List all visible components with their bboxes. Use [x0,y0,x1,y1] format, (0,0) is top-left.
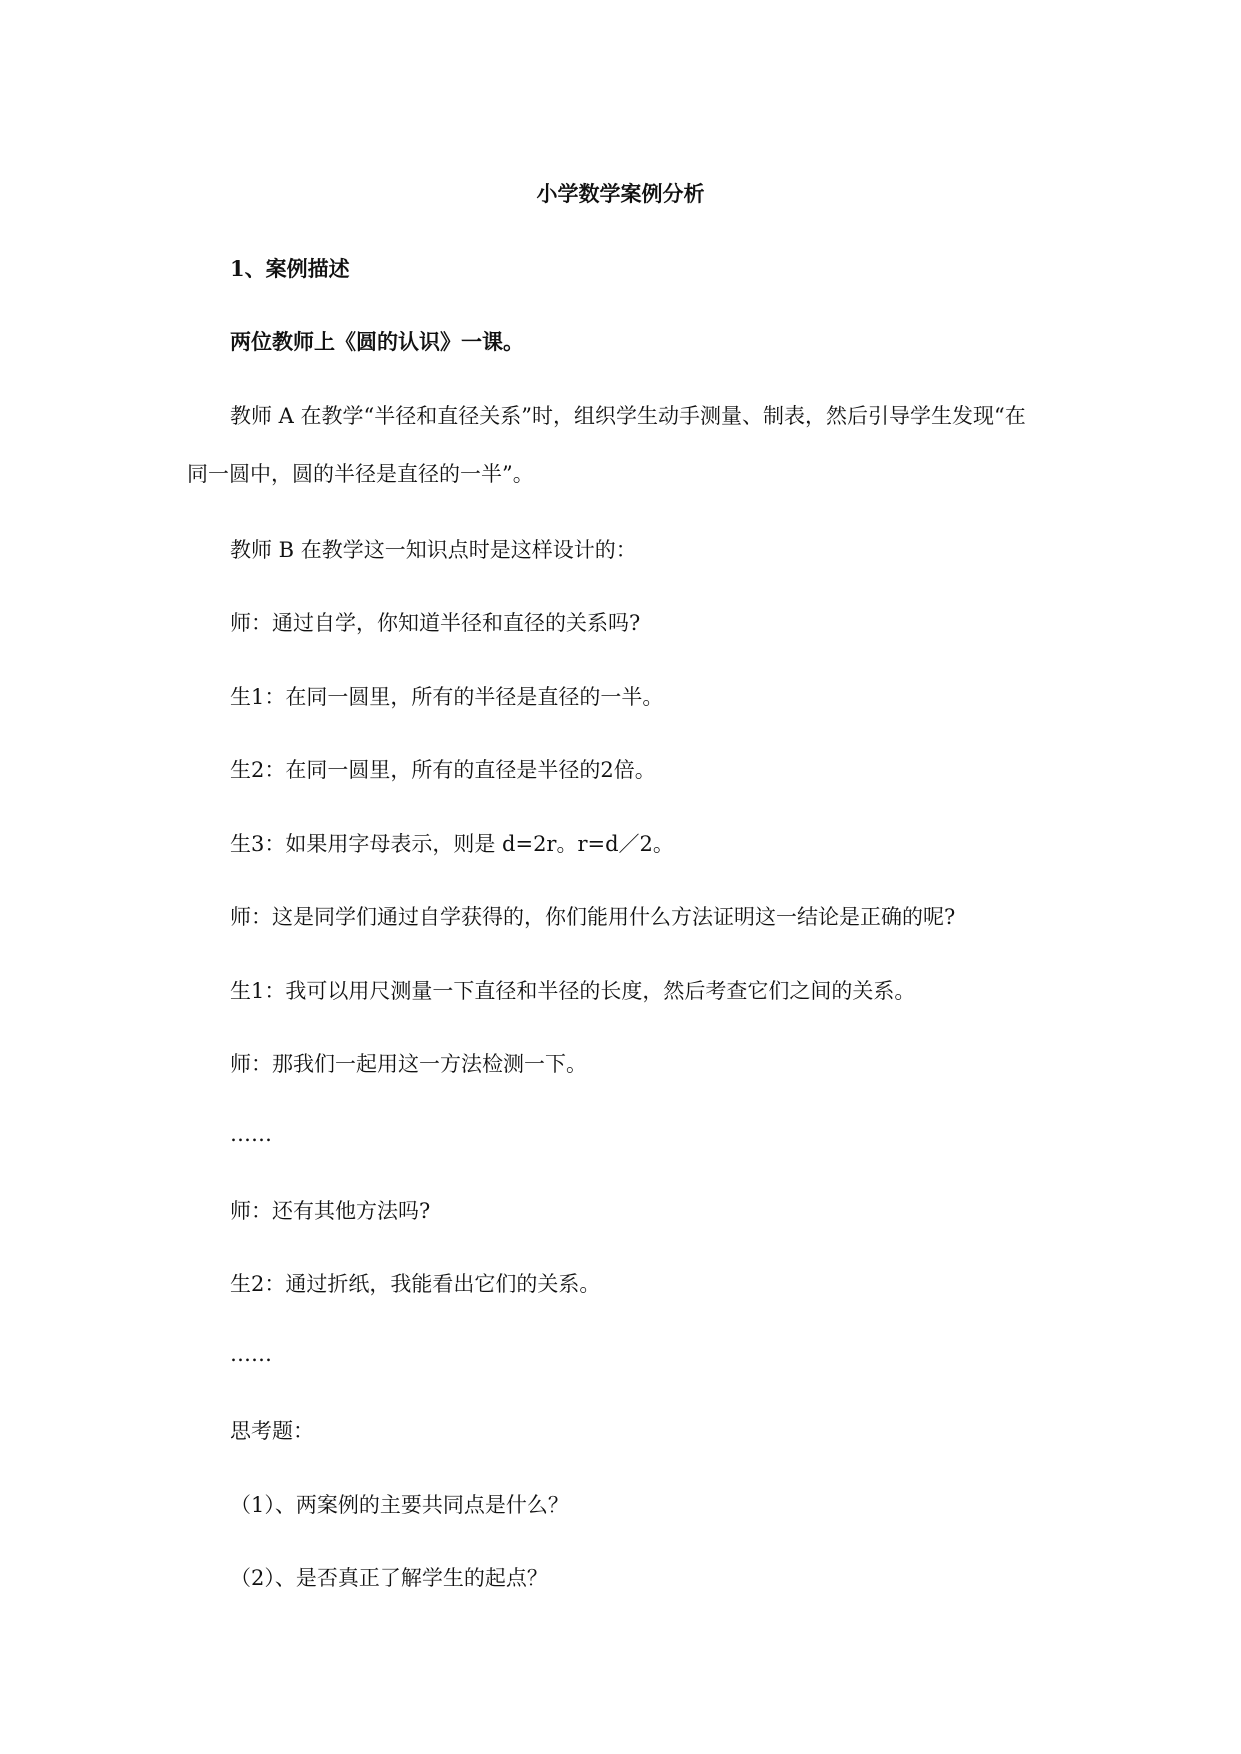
questions-heading: 思考题： [230,1419,314,1443]
dialogue-line: 生1：在同一圆里，所有的半径是直径的一半。 [230,685,664,709]
question-item: （2）、是否真正了解学生的起点？ [230,1566,548,1590]
dialogue-line: 生2：通过折纸，我能看出它们的关系。 [230,1272,601,1296]
teacher-a-paragraph-line-1: 教师 A 在教学“半径和直径关系”时，组织学生动手测量、制表，然后引导学生发现“在 [230,404,1026,428]
dialogue-line: 生1：我可以用尺测量一下直径和半径的长度，然后考查它们之间的关系。 [230,979,916,1003]
dialogue-line: 师：这是同学们通过自学获得的，你们能用什么方法证明这一结论是正确的呢? [230,905,956,929]
dialogue-line: 生2：在同一圆里，所有的直径是半径的2倍。 [230,758,656,782]
dialogue-line: 生3：如果用字母表示，则是 d=2r。r=d／2。 [230,832,674,856]
section-heading: 1、案例描述 [230,256,350,281]
dialogue-line: 师：通过自学，你知道半径和直径的关系吗? [230,611,641,635]
ellipsis: …… [230,1122,272,1146]
ellipsis: …… [230,1342,272,1366]
dialogue-line: 师：那我们一起用这一方法检测一下。 [230,1052,587,1076]
teacher-a-paragraph-line-2: 同一圆中，圆的半径是直径的一半”。 [187,462,534,486]
dialogue-line: 师：还有其他方法吗? [230,1199,431,1223]
page-title: 小学数学案例分析 [536,181,705,206]
lesson-intro: 两位教师上《圆的认识》一课。 [230,329,524,354]
question-item: （1）、两案例的主要共同点是什么？ [230,1493,569,1517]
teacher-b-intro: 教师 B 在教学这一知识点时是这样设计的： [230,538,637,562]
